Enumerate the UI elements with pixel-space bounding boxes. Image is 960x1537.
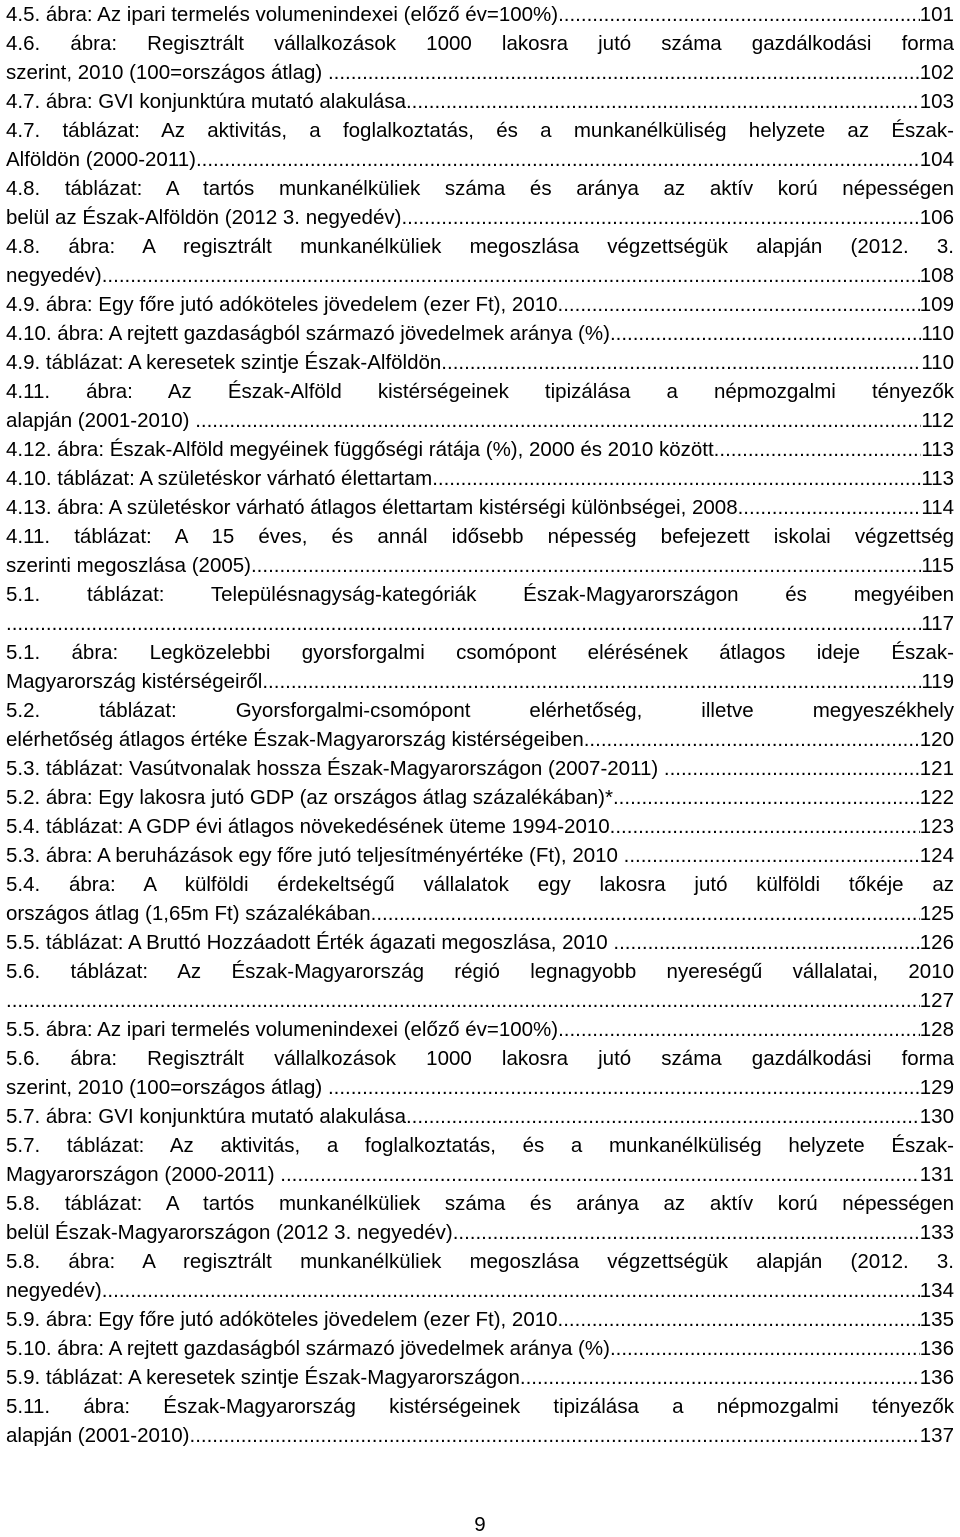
dot-leader [371,899,920,928]
dot-leader [613,928,919,957]
toc-entry[interactable] [6,841,954,870]
toc-entry[interactable] [6,522,954,580]
dot-leader [610,812,920,841]
toc-entry[interactable] [6,812,954,841]
toc-entry-text: elérhetőség átlagos értéke Észak-Magyarország kistérségeiben [6,728,584,751]
toc-page-number: 120 [919,728,954,751]
toc-entry-text: 4.11. táblázat: A 15 éves, és annál idősebb népesség befejezett iskolai végzettség [6,525,954,548]
toc-entry-text: 5.8. táblázat: A tartós munkanélküliek száma és aránya az aktív korú népességen [6,1192,954,1215]
toc-entry-text: 4.13. ábra: A születéskor várható átlagos élettartam kistérségi különbségei, 2008 [6,496,738,519]
dot-leader [610,319,921,348]
dot-leader [558,1015,920,1044]
toc-entry-text: 5.4. ábra: A külföldi érdekeltségű vállalatok egy lakosra jutó külföldi tőkéje az [6,873,954,896]
toc-entry-text: Alföldön (2000-2011) [6,148,196,171]
dot-leader [714,435,922,464]
toc-entry-text: 5.2. ábra: Egy lakosra jutó GDP (az országos átlag százalékában)* [6,786,613,809]
toc-page-number: 125 [919,902,954,925]
toc-page-number: 119 [921,670,954,693]
toc-entry-text: alapján (2001-2010) [6,409,196,432]
toc-entry[interactable] [6,1015,954,1044]
dot-leader [584,725,920,754]
toc-entry-text: 5.9. táblázat: A keresetek szintje Észak-Magyarországon [6,1366,520,1389]
toc-entry-text: 5.11. ábra: Észak-Magyarország kistérségeinek tipizálása a népmozgalmi tényezők [6,1395,954,1418]
toc-entry[interactable] [6,174,954,232]
toc-page-number: 113 [921,467,954,490]
toc-entry[interactable] [6,1189,954,1247]
toc-entry-text: 5.2. táblázat: Gyorsforgalmi-csomópont elérhetőség, illetve megyeszékhely [6,699,954,722]
toc-page-number: 110 [921,351,954,374]
dot-leader [401,203,919,232]
dot-leader [558,0,920,29]
toc-entry[interactable] [6,1334,954,1363]
toc-page-number: 108 [919,264,954,287]
dot-leader [6,609,921,638]
toc-entry[interactable] [6,928,954,957]
toc-page-number: 127 [919,989,954,1012]
toc-entry[interactable] [6,29,954,87]
toc-page-number: 137 [919,1424,954,1447]
toc-entry-text: 4.11. ábra: Az Észak-Alföld kistérségeinek tipizálása a népmozgalmi tényezők [6,380,954,403]
toc-page-number: 121 [919,757,954,780]
dot-leader [195,406,921,435]
toc-entry[interactable] [6,1305,954,1334]
toc-page-number: 136 [919,1366,954,1389]
dot-leader [190,1421,920,1450]
toc-entry-text: 4.5. ábra: Az ipari termelés volumenindexei (előző év=100%) [6,3,559,26]
toc-entry-text: 5.6. táblázat: Az Észak-Magyarország régió legnagyobb nyereségű vállalatai, 2010 [6,960,954,983]
toc-entry-text: negyedév) [6,1279,102,1302]
toc-page-number: 136 [919,1337,954,1360]
toc-entry[interactable] [6,377,954,435]
toc-entry[interactable] [6,754,954,783]
toc-page-number: 135 [919,1308,954,1331]
toc-entry[interactable] [6,696,954,754]
toc-entry-text: 5.1. ábra: Legközelebbi gyorsforgalmi csomópont elérésének átlagos ideje Észak- [6,641,954,664]
toc-entry[interactable] [6,1044,954,1102]
toc-entry[interactable] [6,319,954,348]
toc-entry[interactable] [6,580,954,638]
toc-page-number: 123 [919,815,954,838]
toc-page-number: 133 [919,1221,954,1244]
toc-entry-text: 4.9. táblázat: A keresetek szintje Észak-Alföldön [6,351,442,374]
toc-entry-text: 5.7. ábra: GVI konjunktúra mutató alakulása [6,1105,406,1128]
toc-entry[interactable] [6,1131,954,1189]
page-number: 9 [474,1513,486,1536]
toc-entry-text: 4.12. ábra: Észak-Alföld megyéinek függőségi rátája (%), 2000 és 2010 között [6,438,714,461]
dot-leader [432,464,921,493]
dot-leader [613,783,920,812]
toc-entry-text: 5.6. ábra: Regisztrált vállalkozások 1000 lakosra jutó száma gazdálkodási forma [6,1047,954,1070]
toc-entry-text: szerint, 2010 (100=országos átlag) [6,1076,328,1099]
toc-entry[interactable] [6,232,954,290]
dot-leader [738,493,922,522]
dot-leader [406,1102,920,1131]
toc-entry[interactable] [6,1102,954,1131]
toc-entry[interactable] [6,435,954,464]
toc-entry[interactable] [6,1363,954,1392]
dot-leader [441,348,921,377]
toc-entry[interactable] [6,87,954,116]
toc-entry-text: 4.8. ábra: A regisztrált munkanélküliek megoszlása végzettségük alapján (2012. 3. [6,235,954,258]
toc-entry-text: Magyarország kistérségeiről [6,670,263,693]
dot-leader [520,1363,920,1392]
toc-entry-text: 5.8. ábra: A regisztrált munkanélküliek megoszlása végzettségük alapján (2012. 3. [6,1250,954,1273]
toc-page-number: 102 [919,61,954,84]
toc-page-number: 101 [919,3,954,26]
toc-entry-text: 4.7. táblázat: Az aktivitás, a foglalkoztatás, és a munkanélküliség helyzete az Észak- [6,119,954,142]
toc-entry-text: 5.10. ábra: A rejtett gazdaságból származó jövedelmek aránya (%) [6,1337,610,1360]
dot-leader [453,1218,920,1247]
toc-page-number: 134 [919,1279,954,1302]
dot-leader [328,1073,920,1102]
toc-entry[interactable] [6,493,954,522]
toc-entry-text: 5.3. ábra: A beruházások egy főre jutó teljesítményértéke (Ft), 2010 [6,844,624,867]
toc-page-number: 115 [921,554,954,577]
toc-entry[interactable] [6,638,954,696]
dot-leader [6,986,920,1015]
toc-entry[interactable] [6,290,954,319]
toc-page-number: 104 [919,148,954,171]
toc-entry-text: 5.5. táblázat: A Bruttó Hozzáadott Érték ágazati megoszlása, 2010 [6,931,614,954]
dot-leader [196,145,920,174]
toc-entry-text: 4.8. táblázat: A tartós munkanélküliek száma és aránya az aktív korú népességen [6,177,954,200]
toc-page-number: 128 [919,1018,954,1041]
toc-entry-text: Magyarországon (2000-2011) [6,1163,281,1186]
dot-leader [610,1334,920,1363]
toc-entry-text: szerinti megoszlása (2005) [6,554,251,577]
dot-leader [664,754,920,783]
toc-page-number: 129 [919,1076,954,1099]
toc-entry[interactable] [6,1247,954,1305]
toc-entry[interactable] [6,870,954,928]
toc-entry-text: 5.7. táblázat: Az aktivitás, a foglalkoztatás, és a munkanélküliség helyzete Észak- [6,1134,954,1157]
dot-leader [251,551,921,580]
toc-page-number: 103 [919,90,954,113]
toc-entry-text: 4.10. táblázat: A születéskor várható élettartam [6,467,433,490]
toc-entry[interactable] [6,957,954,1015]
toc-entry-text: szerint, 2010 (100=országos átlag) [6,61,328,84]
toc-page-number: 126 [919,931,954,954]
toc-entry[interactable] [6,1392,954,1450]
toc-page-number: 131 [919,1163,954,1186]
toc-entry[interactable] [6,783,954,812]
dot-leader [624,841,920,870]
toc-entry-text: negyedév) [6,264,102,287]
toc-entry-text: országos átlag (1,65m Ft) százalékában [6,902,371,925]
toc-page-number: 113 [921,438,954,461]
toc-entry[interactable] [6,464,954,493]
dot-leader [102,261,920,290]
table-of-figures [6,0,954,1450]
toc-entry-text: 5.3. táblázat: Vasútvonalak hossza Észak-Magyarországon (2007-2011) [6,757,664,780]
toc-entry-text: 5.1. táblázat: Településnagyság-kategóriák Észak-Magyarországon és megyéiben [6,583,954,606]
dot-leader [102,1276,920,1305]
dot-leader [558,290,920,319]
toc-page-number: 130 [919,1105,954,1128]
toc-entry-text: 4.10. ábra: A rejtett gazdaságból származó jövedelmek aránya (%) [6,322,610,345]
dot-leader [328,58,920,87]
toc-entry[interactable] [6,348,954,377]
toc-entry-text: belül Észak-Magyarországon (2012 3. negyedév) [6,1221,453,1244]
toc-entry[interactable] [6,116,954,174]
toc-page-number: 114 [921,496,954,519]
toc-page-number: 112 [921,409,954,432]
toc-page-number: 117 [921,612,954,635]
toc-entry-text: belül az Észak-Alföldön (2012 3. negyedév) [6,206,402,229]
toc-page-number: 124 [919,844,954,867]
toc-entry-text: 4.9. ábra: Egy főre jutó adóköteles jövedelem (ezer Ft), 2010 [6,293,558,316]
toc-page-number: 110 [921,322,954,345]
toc-entry-text: 4.6. ábra: Regisztrált vállalkozások 1000 lakosra jutó száma gazdálkodási forma [6,32,954,55]
toc-page-number: 122 [919,786,954,809]
dot-leader [406,87,920,116]
toc-entry-text: 5.9. ábra: Egy főre jutó adóköteles jövedelem (ezer Ft), 2010 [6,1308,558,1331]
dot-leader [558,1305,920,1334]
dot-leader [280,1160,920,1189]
toc-entry-text: alapján (2001-2010) [6,1424,190,1447]
toc-entry-text: 4.7. ábra: GVI konjunktúra mutató alakulása [6,90,406,113]
dot-leader [262,667,921,696]
toc-page-number: 109 [919,293,954,316]
toc-page-number: 106 [919,206,954,229]
toc-entry[interactable] [6,0,954,29]
toc-entry-text: 5.5. ábra: Az ipari termelés volumenindexei (előző év=100%) [6,1018,559,1041]
toc-entry-text: 5.4. táblázat: A GDP évi átlagos növekedésének üteme 1994-2010 [6,815,610,838]
